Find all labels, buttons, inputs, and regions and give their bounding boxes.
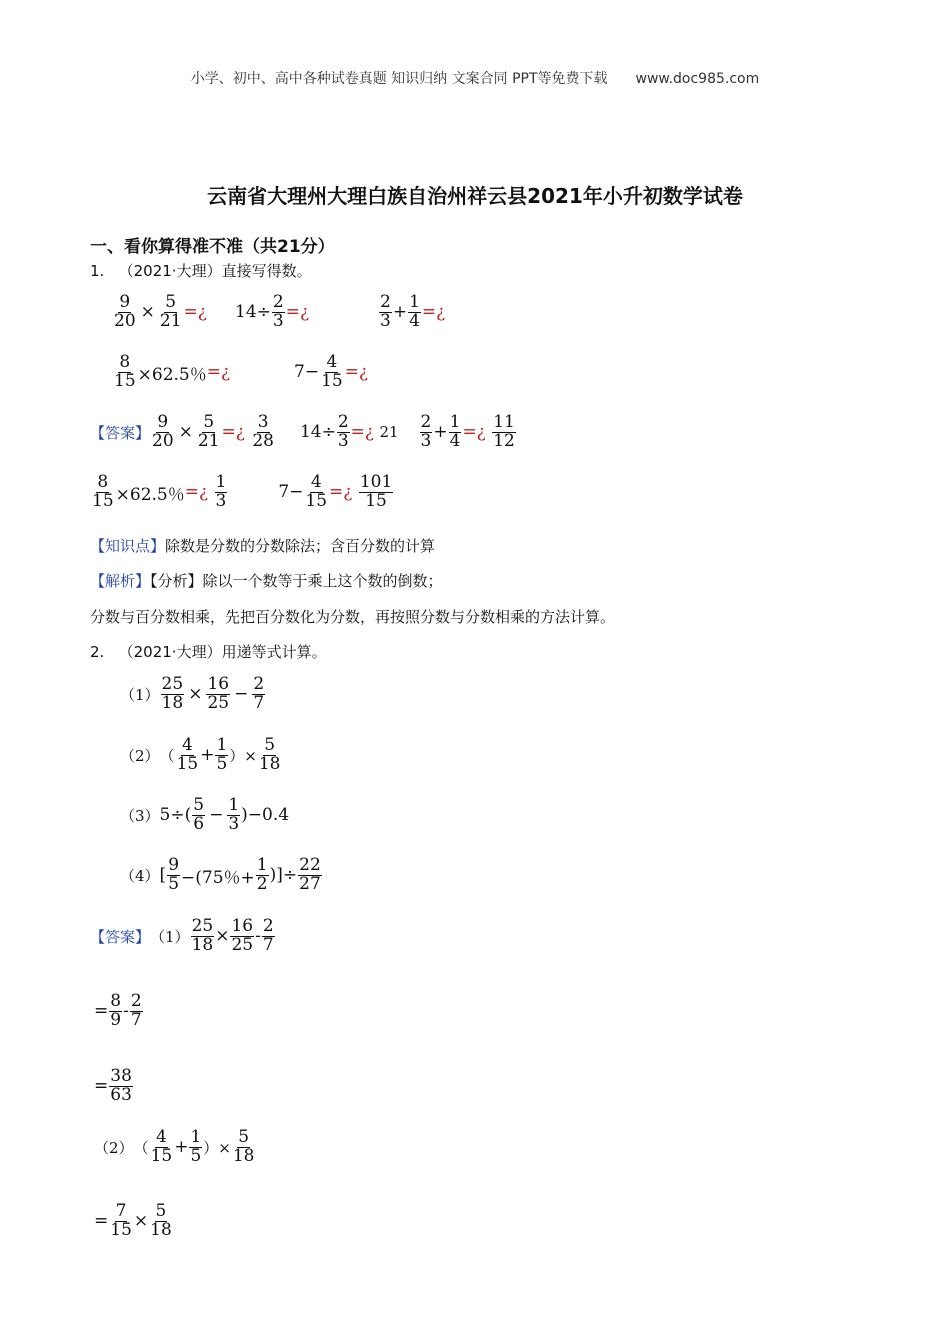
math-token: =¿	[221, 422, 245, 443]
math-token: )]÷	[269, 865, 298, 886]
math-token: 8	[119, 352, 131, 372]
analysis	[90, 570, 443, 591]
math-token: =¿	[184, 482, 209, 503]
math-token: （	[133, 1138, 149, 1157]
math-token: 15	[176, 753, 199, 774]
math-token: 101	[359, 472, 393, 492]
fraction	[298, 857, 322, 894]
math-token: 5	[193, 795, 205, 815]
math-token: 21	[197, 430, 220, 451]
math-token: ）×	[203, 1138, 231, 1157]
math-token: 2	[262, 916, 274, 936]
q2-item-2: （2） （ $\frac{4}{15}$ + $\frac{1}{5}$ ）× $\frac{5}{18}$	[120, 735, 281, 774]
q-number: 1.	[90, 262, 105, 280]
math-token: 7	[253, 692, 265, 713]
answer-label: 【答案】	[90, 423, 151, 442]
math-token: 【解析】	[90, 572, 151, 590]
q2-answer-step2: = $\frac{38}{63}$	[94, 1066, 132, 1105]
fraction	[449, 414, 462, 451]
math-token: （3）	[120, 806, 160, 825]
math-token: 5	[168, 873, 180, 894]
math-token: −(75％+	[181, 867, 255, 888]
math-token: ×62.5％	[115, 484, 185, 505]
math-token: 1	[216, 735, 228, 755]
math-token: 4	[310, 472, 322, 492]
fraction	[215, 474, 228, 511]
math-token: 除数是分数的分数除法；含百分数的计算	[165, 537, 436, 555]
header-url[interactable]: www.doc985.com	[635, 71, 760, 87]
math-token: 5	[190, 1145, 202, 1166]
math-token: 63	[110, 1084, 132, 1105]
math-token: 15	[321, 370, 343, 391]
math-token: 3	[228, 813, 240, 834]
fraction	[304, 474, 328, 511]
analysis-line2: 分数与百分数相乘，先把百分数化为分数，再按照分数与分数相乘的方法计算。	[90, 608, 616, 626]
math-token: 12	[493, 430, 515, 451]
fraction	[408, 294, 421, 331]
fraction	[191, 918, 215, 955]
math-token: =¿	[350, 422, 375, 443]
math-token: 【答案】	[90, 927, 151, 946]
math-token: 5	[264, 735, 276, 755]
math-token: 1	[228, 795, 240, 815]
fraction	[149, 1203, 173, 1240]
fraction	[109, 993, 122, 1030]
math-token: 5	[238, 1127, 250, 1147]
q1-item-b	[235, 294, 309, 331]
math-token: 4	[409, 310, 420, 331]
math-token: 2	[420, 412, 432, 432]
math-token: )−0.4	[241, 805, 290, 826]
math-token: 5	[216, 753, 228, 774]
fraction	[215, 737, 228, 774]
math-token: =¿	[462, 422, 486, 443]
math-token: ×	[140, 302, 155, 323]
math-token: 18	[161, 692, 184, 713]
q-text: （2021·大理）直接写得数。	[118, 262, 312, 280]
fraction	[167, 857, 180, 894]
q1-item-c	[378, 294, 445, 331]
q2-answer-2-step1: = $\frac{7}{15}$ × $\frac{5}{18}$	[94, 1201, 172, 1240]
math-token: 21	[159, 310, 182, 331]
math-token: ）×	[229, 746, 257, 765]
math-token: （1）	[120, 685, 160, 704]
fraction	[258, 737, 282, 774]
fraction	[161, 676, 185, 713]
fraction	[232, 1129, 256, 1166]
math-token: 7	[130, 1009, 142, 1030]
fraction	[159, 294, 183, 331]
math-token: （	[159, 746, 175, 765]
math-token: 11	[493, 412, 515, 432]
q1-answer-row1	[90, 414, 517, 451]
math-token: =¿	[421, 302, 446, 323]
math-token: 20	[152, 430, 174, 451]
math-token: ×	[178, 422, 193, 443]
math-token: =¿	[329, 482, 353, 503]
page-title: 云南省大理州大理白族自治州祥云县2021年小升初数学试卷	[207, 184, 743, 208]
math-token: 14÷	[299, 422, 336, 443]
math-token: （1）	[150, 927, 190, 946]
question-2-stem	[90, 641, 327, 662]
fraction	[359, 474, 393, 511]
q2-item-1	[120, 676, 266, 713]
math-token: 7	[262, 934, 274, 955]
math-token: 2	[380, 292, 391, 312]
math-token: 14÷	[235, 302, 271, 323]
math-token: 25	[207, 692, 230, 713]
q2-item-3	[120, 797, 289, 834]
fraction	[109, 1068, 133, 1105]
fraction	[113, 294, 137, 331]
q2-answer-2: （2） （ $\frac{4}{15}$ + $\frac{1}{5}$ ）× $\frac{5}{18}$	[94, 1127, 255, 1166]
math-token: 18	[258, 753, 281, 774]
fraction	[379, 294, 392, 331]
q2-item-4	[120, 857, 323, 894]
fraction	[113, 354, 137, 391]
math-token: −	[234, 684, 249, 705]
math-token: 3	[420, 430, 432, 451]
q2-answer-1: 【答案】 （1） $\frac{25}{18}$ × $\frac{16}{25}$ - $\frac{2}{7}$	[90, 916, 274, 955]
math-token: 【分析】除以一个数等于乘上这个数的倒数；	[150, 572, 443, 590]
math-token: 18	[191, 934, 214, 955]
q1-answer-row2	[90, 474, 394, 511]
math-token: 1	[190, 1127, 202, 1147]
math-token: 2	[253, 674, 265, 694]
math-token: 25	[191, 916, 214, 936]
math-token: 18	[150, 1219, 172, 1240]
math-token: 1	[215, 472, 227, 492]
math-token: −	[209, 805, 224, 826]
math-token: 16	[207, 674, 230, 694]
fraction	[176, 737, 200, 774]
math-token: 2	[337, 412, 349, 432]
math-token: 3	[337, 430, 349, 451]
math-token: =¿	[344, 362, 369, 383]
q2-answer-step1: = $\frac{8}{9}$ - $\frac{2}{7}$	[94, 991, 142, 1030]
math-token: 5	[165, 292, 177, 312]
fraction	[251, 414, 275, 451]
math-token: 1	[409, 292, 420, 312]
header-text: 小学、初中、高中各种试卷真题 知识归纳 文案合同 PPT等免费下载	[190, 71, 608, 87]
math-token: 4	[155, 1127, 167, 1147]
fraction	[130, 993, 143, 1030]
math-token: 8	[110, 991, 122, 1011]
math-token: 4	[326, 352, 338, 372]
math-token: 7−	[294, 362, 320, 383]
math-token: 15	[150, 1145, 173, 1166]
fraction	[91, 474, 115, 511]
fraction	[262, 918, 275, 955]
math-token: =¿	[183, 302, 207, 323]
fraction	[256, 857, 269, 894]
math-token: 9	[110, 1009, 122, 1030]
math-token: +	[392, 302, 408, 323]
math-token: 27	[299, 873, 321, 894]
math-token: 4	[449, 430, 461, 451]
math-token: =¿	[285, 302, 310, 323]
math-token: 3	[215, 490, 227, 511]
q1-item-a	[112, 294, 207, 331]
fraction	[272, 294, 285, 331]
fraction	[206, 676, 230, 713]
math-token: 【知识点】	[90, 537, 166, 555]
math-token: 4	[181, 735, 193, 755]
fraction	[150, 1129, 174, 1166]
math-token: （4）	[120, 866, 160, 885]
fraction	[337, 414, 350, 451]
math-token: 8	[97, 472, 109, 492]
math-token: 28	[252, 430, 274, 451]
fraction	[197, 414, 221, 451]
math-token: 9	[119, 292, 131, 312]
math-token: 2.	[90, 643, 105, 661]
math-token: [	[159, 865, 167, 886]
math-token: 25	[161, 674, 184, 694]
math-token: （2）	[120, 746, 160, 765]
fraction	[252, 676, 265, 713]
math-token: 15	[305, 490, 328, 511]
question-1-stem	[90, 260, 312, 281]
page-header	[0, 68, 950, 88]
math-token: 5	[155, 1201, 167, 1221]
knowledge-point	[90, 535, 435, 556]
fraction	[227, 797, 240, 834]
fraction	[492, 414, 516, 451]
math-token: 18	[232, 1145, 255, 1166]
math-token: 3	[272, 310, 284, 331]
fraction	[420, 414, 433, 451]
math-token: 25	[231, 934, 254, 955]
math-token: 15	[114, 370, 136, 391]
math-token: 5	[203, 412, 215, 432]
fraction	[189, 1129, 202, 1166]
math-token: 2	[130, 991, 142, 1011]
math-token: 21	[379, 423, 399, 442]
math-token: ×	[188, 684, 203, 705]
math-token: 2	[272, 292, 284, 312]
math-token: 1	[256, 855, 268, 875]
math-token: +	[433, 422, 448, 443]
math-token: 15	[92, 490, 114, 511]
math-token: 15	[110, 1219, 132, 1240]
math-token: 3	[380, 310, 391, 331]
math-token: 9	[168, 855, 180, 875]
fraction	[151, 414, 175, 451]
math-token: ×62.5％	[137, 364, 207, 385]
math-token: 5÷(	[159, 805, 192, 826]
math-token: （2021·大理）用递等式计算。	[118, 643, 327, 661]
math-token: 20	[114, 310, 136, 331]
fraction	[230, 918, 254, 955]
math-token: 15	[365, 490, 387, 511]
q1-item-e	[294, 354, 368, 391]
math-token: 22	[299, 855, 321, 875]
math-token: =¿	[206, 362, 231, 383]
fraction	[320, 354, 344, 391]
math-token: 9	[157, 412, 169, 432]
math-token: 38	[110, 1066, 132, 1086]
section-heading: 一、看你算得准不准（共21分）	[90, 237, 335, 257]
math-token: 16	[231, 916, 254, 936]
math-token: 7−	[278, 482, 304, 503]
fraction	[192, 797, 205, 834]
math-token: 7	[115, 1201, 127, 1221]
math-token: 1	[449, 412, 461, 432]
math-token: 2	[256, 873, 268, 894]
math-token: 3	[257, 412, 269, 432]
fraction	[109, 1203, 133, 1240]
math-token: 6	[193, 813, 205, 834]
q1-item-d	[112, 354, 230, 391]
math-token: （2）	[94, 1138, 134, 1157]
